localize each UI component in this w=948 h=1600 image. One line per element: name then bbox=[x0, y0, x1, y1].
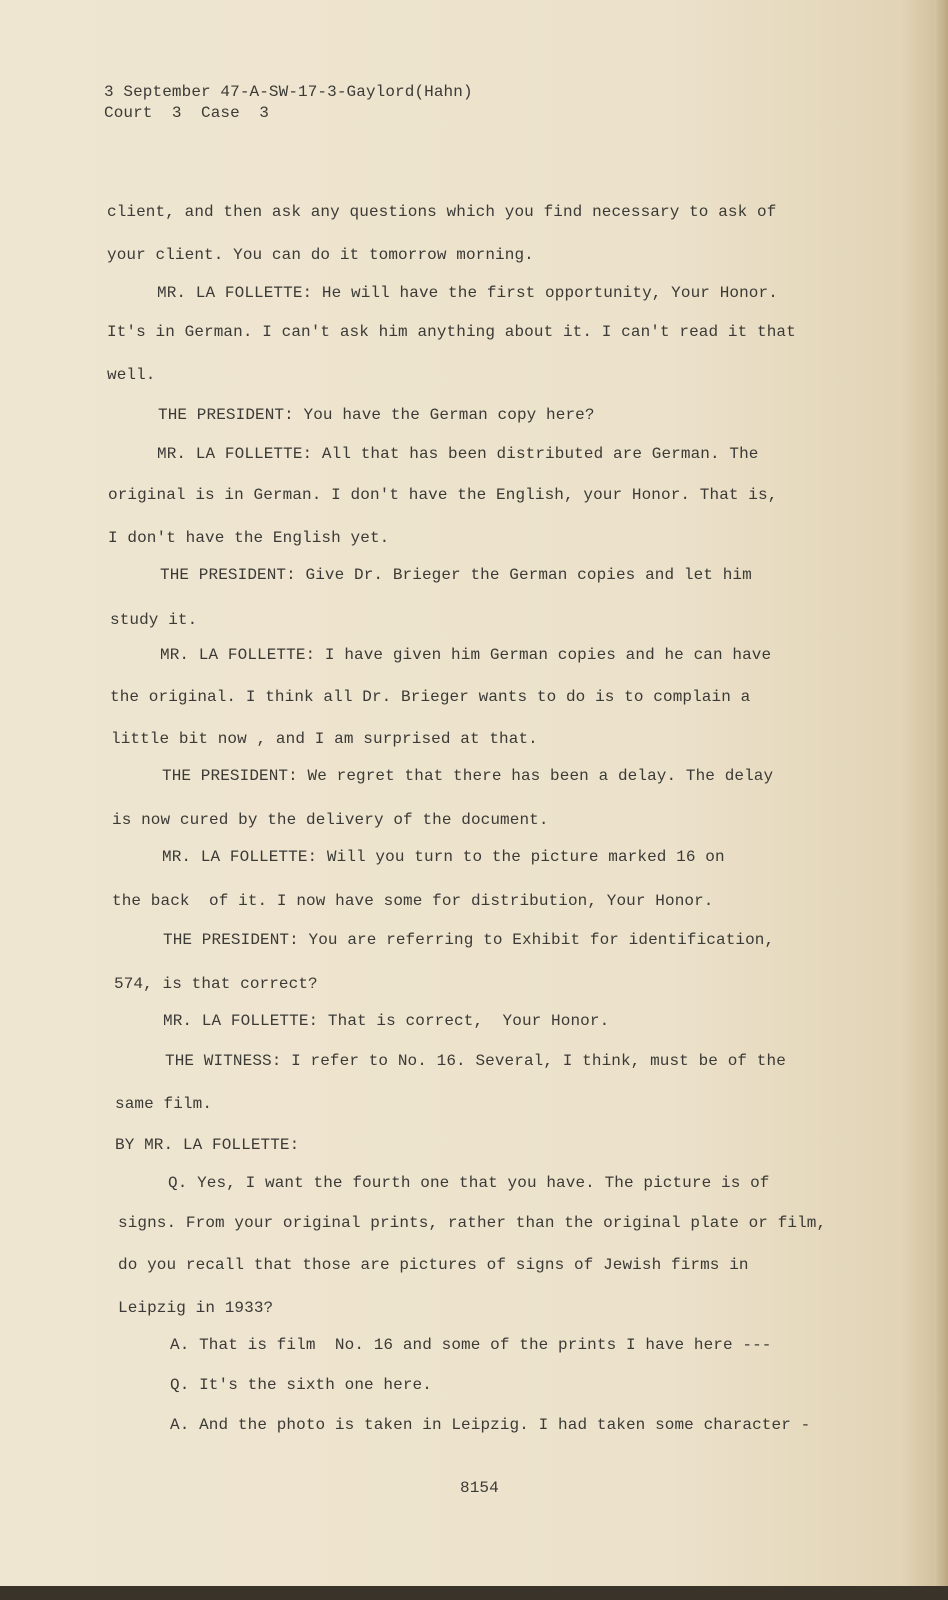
text-line: THE PRESIDENT: We regret that there has been a delay. The delay bbox=[162, 767, 774, 785]
text-line: client, and then ask any questions which you find necessary to ask of bbox=[107, 203, 777, 221]
text-line: A. That is film No. 16 and some of the prints I have here --- bbox=[170, 1336, 772, 1354]
text-line: THE PRESIDENT: You are referring to Exhibit for identification, bbox=[163, 931, 775, 949]
text-line: your client. You can do it tomorrow morning. bbox=[107, 246, 534, 264]
text-line: It's in German. I can't ask him anything about it. I can't read it that bbox=[107, 323, 796, 341]
page-edge-shadow bbox=[934, 0, 948, 1586]
text-line: well. bbox=[107, 366, 156, 384]
text-line: is now cured by the delivery of the document. bbox=[112, 811, 549, 829]
text-line: MR. LA FOLLETTE: Will you turn to the picture marked 16 on bbox=[162, 848, 725, 866]
text-line: 574, is that correct? bbox=[114, 975, 318, 993]
text-line: MR. LA FOLLETTE: I have given him German copies and he can have bbox=[160, 646, 772, 664]
text-line: the back of it. I now have some for distribution, Your Honor. bbox=[112, 892, 714, 910]
page-number: 8154 bbox=[460, 1479, 499, 1497]
text-line: Q. Yes, I want the fourth one that you have. The picture is of bbox=[168, 1174, 770, 1192]
text-line: MR. LA FOLLETTE: All that has been distributed are German. The bbox=[157, 445, 759, 463]
text-line: study it. bbox=[110, 611, 198, 629]
text-line: THE PRESIDENT: You have the German copy here? bbox=[158, 406, 595, 424]
header-line-2: Court 3 Case 3 bbox=[104, 104, 269, 122]
text-line: A. And the photo is taken in Leipzig. I had taken some character - bbox=[170, 1416, 811, 1434]
header-line-1: 3 September 47-A-SW-17-3-Gaylord(Hahn) bbox=[104, 83, 473, 101]
text-line: Q. It's the sixth one here. bbox=[170, 1376, 432, 1394]
text-line: original is in German. I don't have the English, your Honor. That is, bbox=[108, 486, 778, 504]
page-bottom-edge bbox=[0, 1586, 948, 1600]
text-line: BY MR. LA FOLLETTE: bbox=[115, 1136, 300, 1154]
text-line: same film. bbox=[115, 1095, 213, 1113]
text-line: signs. From your original prints, rather than the original plate or film, bbox=[118, 1214, 827, 1232]
text-line: I don't have the English yet. bbox=[108, 529, 390, 547]
text-line: MR. LA FOLLETTE: That is correct, Your Honor. bbox=[163, 1012, 610, 1030]
text-line: little bit now , and I am surprised at that. bbox=[111, 730, 538, 748]
text-line: do you recall that those are pictures of signs of Jewish firms in bbox=[118, 1256, 749, 1274]
text-line: THE PRESIDENT: Give Dr. Brieger the German copies and let him bbox=[160, 566, 752, 584]
text-line: MR. LA FOLLETTE: He will have the first opportunity, Your Honor. bbox=[157, 284, 778, 302]
text-line: THE WITNESS: I refer to No. 16. Several, I think, must be of the bbox=[165, 1052, 786, 1070]
text-line: Leipzig in 1933? bbox=[118, 1299, 274, 1317]
text-line: the original. I think all Dr. Brieger wants to do is to complain a bbox=[110, 688, 751, 706]
